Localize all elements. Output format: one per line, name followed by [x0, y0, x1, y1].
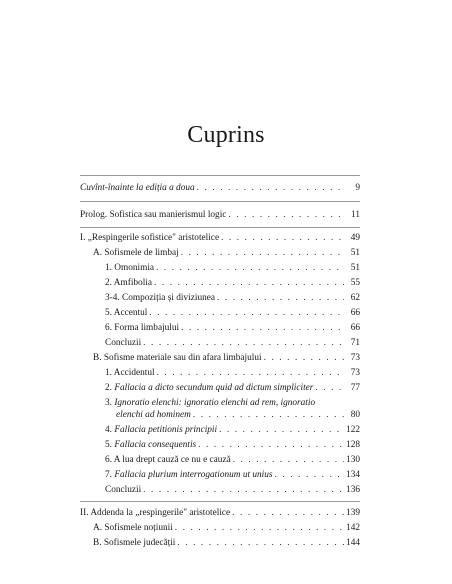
toc-entry-page: 9	[355, 183, 360, 193]
toc-entry-label	[105, 439, 196, 451]
toc-entry-label: 6. Forma limbajului	[105, 323, 180, 333]
toc-entry-page: 130	[346, 455, 360, 465]
leader-dots	[197, 182, 344, 194]
toc-entry	[105, 322, 360, 334]
toc-entry-page: 51	[350, 248, 360, 258]
toc-entry-label: B. Sofisme materiale sau din afara limbajului	[93, 353, 262, 363]
leader-dots	[228, 209, 344, 221]
leader-dots	[177, 537, 344, 549]
toc-entry-page: 136	[346, 485, 360, 495]
toc-entry-label: 2. Amfibolia	[105, 278, 152, 288]
toc-entry-latin-title: Fallacia petitionis principii	[114, 425, 218, 435]
leader-dots	[275, 469, 344, 481]
separator-line	[80, 175, 360, 176]
toc-entry	[80, 507, 360, 519]
toc-entry-label: 6. A lua drept cauză ce nu e cauză	[105, 455, 231, 465]
toc-entry	[80, 182, 360, 194]
toc-entry	[105, 307, 360, 319]
toc-entry-multiline	[105, 397, 360, 409]
toc-entry-page: 128	[346, 440, 360, 450]
leader-dots	[232, 507, 344, 519]
toc-entry-number: 5.	[105, 440, 112, 450]
toc-entry	[105, 424, 360, 436]
toc-entry	[80, 232, 360, 244]
leader-dots	[175, 522, 344, 534]
toc-entry	[105, 439, 360, 451]
toc-entry	[105, 469, 360, 481]
leader-dots	[181, 247, 344, 259]
toc-entry	[105, 262, 360, 274]
toc-entry-latin-title-cont: elenchi ad hominem	[116, 410, 191, 420]
leader-dots	[233, 454, 344, 466]
toc-entry-label	[105, 382, 313, 394]
toc-entry	[93, 537, 360, 549]
separator-line	[80, 227, 360, 228]
toc-entry	[93, 522, 360, 534]
toc-entry-number: 4.	[105, 425, 112, 435]
toc-entry-page: 134	[346, 470, 360, 480]
toc-entry-number: 3.	[105, 398, 112, 408]
toc-entry-label: I. „Respingerile sofistice" aristotelice	[80, 233, 220, 243]
toc-entry-page: 11	[351, 210, 360, 220]
toc-entry-label: A. Sofismele de limbaj	[93, 248, 179, 258]
toc-entry	[105, 382, 360, 394]
toc-entry-label: Cuvînt-înainte la ediția a doua	[80, 183, 195, 193]
leader-dots	[157, 367, 344, 379]
toc-entry-latin-title: Fallacia consequentis	[114, 440, 197, 450]
toc-entry-page: 51	[350, 263, 360, 273]
toc-entry-page: 66	[350, 323, 360, 333]
toc-entry-label: Concluzii	[105, 485, 142, 495]
page-title: Cuprins	[187, 122, 265, 148]
leader-dots	[154, 277, 344, 289]
toc-entry-number: 2.	[105, 383, 112, 393]
toc-entry-page: 66	[350, 308, 360, 318]
leader-dots	[217, 292, 344, 304]
leader-dots	[143, 484, 344, 496]
toc-entry	[105, 367, 360, 379]
toc-entry	[93, 352, 360, 364]
separator-line	[80, 201, 360, 202]
toc-entry-label: A. Sofismele noțiunii	[93, 523, 173, 533]
toc-entry-label: 5. Accentul	[105, 308, 148, 318]
toc-entry-label: Concluzii	[105, 338, 142, 348]
toc-entry-page: 142	[346, 523, 360, 533]
separator-line	[80, 501, 360, 502]
toc-entry-latin-title: Fallacia a dicto secundum quid ad dictum simpliciter	[114, 383, 314, 393]
toc-entry-label: B. Sofismele judecății	[93, 538, 176, 548]
toc-entry	[105, 484, 360, 496]
toc-entry-label	[105, 469, 273, 481]
toc-entry	[105, 337, 360, 349]
toc-entry-label: II. Addenda la „respingerile" aristotelice	[80, 508, 231, 518]
toc-entry-page: 122	[346, 425, 360, 435]
toc-entry-label: 1. Omonimia	[105, 263, 155, 273]
toc-entry	[105, 277, 360, 289]
toc-entry-label: 3-4. Compoziția și diviziunea	[105, 293, 215, 303]
toc-entry	[105, 454, 360, 466]
toc-entry-latin-title: Ignoratio elenchi: ignoratio elenchi ad rem, ignoratio	[114, 398, 316, 408]
toc-entry-page: 49	[350, 233, 360, 243]
leader-dots	[143, 337, 344, 349]
leader-dots	[181, 322, 344, 334]
toc-entry-page: 80	[350, 410, 360, 420]
leader-dots	[156, 262, 344, 274]
toc-entry-label: Prolog. Sofistica sau manierismul logic	[80, 210, 227, 220]
toc-entry-page: 73	[350, 353, 360, 363]
toc-entry-label: 1. Accidentul	[105, 368, 155, 378]
leader-dots	[219, 424, 344, 436]
leader-dots	[149, 307, 344, 319]
toc-entry	[105, 292, 360, 304]
toc-entry	[93, 247, 360, 259]
leader-dots	[221, 232, 344, 244]
toc-entry-label	[105, 424, 217, 436]
toc-entry-page: 139	[346, 508, 360, 518]
toc-entry-page: 62	[350, 293, 360, 303]
toc-entry	[80, 209, 360, 221]
leader-dots	[198, 439, 344, 451]
leader-dots	[264, 352, 344, 364]
toc-entry-latin-title: Fallacia plurium interrogationum ut unius	[114, 470, 273, 480]
leader-dots	[193, 409, 344, 421]
toc-entry-page: 144	[346, 538, 360, 548]
toc-entry-page: 73	[350, 368, 360, 378]
toc-entry-page: 77	[350, 383, 360, 393]
toc-entry-page: 71	[350, 338, 360, 348]
toc-entry-number: 7.	[105, 470, 112, 480]
leader-dots	[315, 382, 344, 394]
toc-entry-page: 55	[350, 278, 360, 288]
toc-entry	[116, 409, 360, 421]
